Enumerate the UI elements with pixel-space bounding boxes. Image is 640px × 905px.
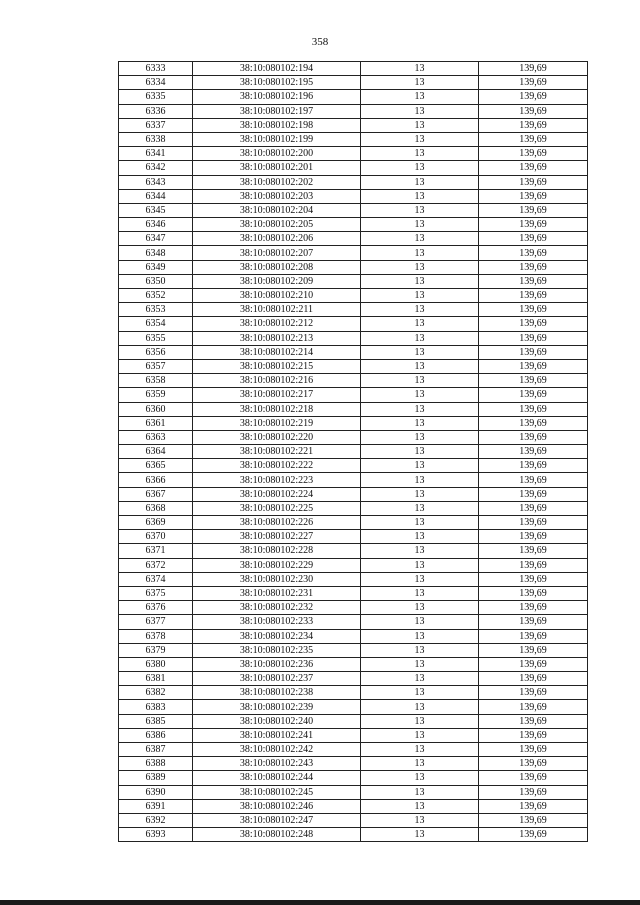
value-cell: 139,69 <box>479 743 588 757</box>
table-row <box>119 374 588 388</box>
table-row <box>119 260 588 274</box>
table-row <box>119 345 588 359</box>
value-cell: 139,69 <box>479 501 588 515</box>
cadastral-number-cell: 38:10:080102:205 <box>193 218 361 232</box>
cadastral-number-cell: 38:10:080102:232 <box>193 601 361 615</box>
quantity-cell: 13 <box>361 785 479 799</box>
value-cell: 139,69 <box>479 615 588 629</box>
row-number-cell: 6352 <box>119 289 193 303</box>
row-number-cell: 6389 <box>119 771 193 785</box>
value-cell: 139,69 <box>479 530 588 544</box>
value-cell: 139,69 <box>479 672 588 686</box>
cadastral-number-cell: 38:10:080102:241 <box>193 728 361 742</box>
value-cell: 139,69 <box>479 516 588 530</box>
quantity-cell: 13 <box>361 359 479 373</box>
row-number-cell: 6355 <box>119 331 193 345</box>
quantity-cell: 13 <box>361 501 479 515</box>
row-number-cell: 6365 <box>119 459 193 473</box>
table-row <box>119 473 588 487</box>
quantity-cell: 13 <box>361 700 479 714</box>
table-row <box>119 771 588 785</box>
table-row <box>119 132 588 146</box>
value-cell: 139,69 <box>479 76 588 90</box>
quantity-cell: 13 <box>361 828 479 842</box>
table-row <box>119 813 588 827</box>
quantity-cell: 13 <box>361 544 479 558</box>
cadastral-number-cell: 38:10:080102:211 <box>193 303 361 317</box>
table-row <box>119 459 588 473</box>
table-row <box>119 303 588 317</box>
row-number-cell: 6386 <box>119 728 193 742</box>
cadastral-number-cell: 38:10:080102:195 <box>193 76 361 90</box>
cadastral-number-cell: 38:10:080102:216 <box>193 374 361 388</box>
row-number-cell: 6344 <box>119 189 193 203</box>
quantity-cell: 13 <box>361 615 479 629</box>
row-number-cell: 6372 <box>119 558 193 572</box>
value-cell: 139,69 <box>479 728 588 742</box>
table-row <box>119 828 588 842</box>
row-number-cell: 6375 <box>119 586 193 600</box>
row-number-cell: 6364 <box>119 445 193 459</box>
quantity-cell: 13 <box>361 218 479 232</box>
value-cell: 139,69 <box>479 544 588 558</box>
table-row <box>119 544 588 558</box>
table-row <box>119 430 588 444</box>
cadastral-number-cell: 38:10:080102:213 <box>193 331 361 345</box>
cadastral-number-cell: 38:10:080102:218 <box>193 402 361 416</box>
quantity-cell: 13 <box>361 104 479 118</box>
quantity-cell: 13 <box>361 487 479 501</box>
value-cell: 139,69 <box>479 289 588 303</box>
row-number-cell: 6350 <box>119 274 193 288</box>
table-row <box>119 331 588 345</box>
row-number-cell: 6334 <box>119 76 193 90</box>
quantity-cell: 13 <box>361 317 479 331</box>
row-number-cell: 6379 <box>119 643 193 657</box>
value-cell: 139,69 <box>479 601 588 615</box>
value-cell: 139,69 <box>479 218 588 232</box>
value-cell: 139,69 <box>479 345 588 359</box>
value-cell: 139,69 <box>479 246 588 260</box>
value-cell: 139,69 <box>479 785 588 799</box>
quantity-cell: 13 <box>361 743 479 757</box>
table-row <box>119 359 588 373</box>
row-number-cell: 6381 <box>119 672 193 686</box>
row-number-cell: 6346 <box>119 218 193 232</box>
value-cell: 139,69 <box>479 459 588 473</box>
table-row <box>119 62 588 76</box>
value-cell: 139,69 <box>479 303 588 317</box>
quantity-cell: 13 <box>361 274 479 288</box>
quantity-cell: 13 <box>361 345 479 359</box>
quantity-cell: 13 <box>361 601 479 615</box>
table-row <box>119 189 588 203</box>
cadastral-number-cell: 38:10:080102:228 <box>193 544 361 558</box>
table-row <box>119 147 588 161</box>
cadastral-number-cell: 38:10:080102:225 <box>193 501 361 515</box>
quantity-cell: 13 <box>361 757 479 771</box>
cadastral-number-cell: 38:10:080102:194 <box>193 62 361 76</box>
row-number-cell: 6341 <box>119 147 193 161</box>
cadastral-number-cell: 38:10:080102:208 <box>193 260 361 274</box>
quantity-cell: 13 <box>361 771 479 785</box>
table-row <box>119 757 588 771</box>
table-row <box>119 615 588 629</box>
quantity-cell: 13 <box>361 62 479 76</box>
quantity-cell: 13 <box>361 728 479 742</box>
row-number-cell: 6353 <box>119 303 193 317</box>
cadastral-number-cell: 38:10:080102:245 <box>193 785 361 799</box>
row-number-cell: 6358 <box>119 374 193 388</box>
value-cell: 139,69 <box>479 771 588 785</box>
value-cell: 139,69 <box>479 572 588 586</box>
row-number-cell: 6376 <box>119 601 193 615</box>
cadastral-number-cell: 38:10:080102:203 <box>193 189 361 203</box>
value-cell: 139,69 <box>479 813 588 827</box>
cadastral-number-cell: 38:10:080102:240 <box>193 714 361 728</box>
cadastral-table <box>118 61 588 842</box>
cadastral-number-cell: 38:10:080102:223 <box>193 473 361 487</box>
quantity-cell: 13 <box>361 232 479 246</box>
row-number-cell: 6347 <box>119 232 193 246</box>
row-number-cell: 6348 <box>119 246 193 260</box>
row-number-cell: 6360 <box>119 402 193 416</box>
row-number-cell: 6368 <box>119 501 193 515</box>
row-number-cell: 6337 <box>119 118 193 132</box>
cadastral-number-cell: 38:10:080102:230 <box>193 572 361 586</box>
row-number-cell: 6371 <box>119 544 193 558</box>
cadastral-number-cell: 38:10:080102:199 <box>193 132 361 146</box>
row-number-cell: 6335 <box>119 90 193 104</box>
cadastral-number-cell: 38:10:080102:238 <box>193 686 361 700</box>
table-row <box>119 487 588 501</box>
value-cell: 139,69 <box>479 374 588 388</box>
cadastral-number-cell: 38:10:080102:214 <box>193 345 361 359</box>
row-number-cell: 6382 <box>119 686 193 700</box>
quantity-cell: 13 <box>361 714 479 728</box>
cadastral-number-cell: 38:10:080102:215 <box>193 359 361 373</box>
table-row <box>119 274 588 288</box>
quantity-cell: 13 <box>361 203 479 217</box>
cadastral-number-cell: 38:10:080102:220 <box>193 430 361 444</box>
quantity-cell: 13 <box>361 402 479 416</box>
cadastral-number-cell: 38:10:080102:247 <box>193 813 361 827</box>
quantity-cell: 13 <box>361 813 479 827</box>
table-row <box>119 76 588 90</box>
table-row <box>119 104 588 118</box>
table-row <box>119 232 588 246</box>
quantity-cell: 13 <box>361 76 479 90</box>
cadastral-number-cell: 38:10:080102:219 <box>193 416 361 430</box>
value-cell: 139,69 <box>479 643 588 657</box>
value-cell: 139,69 <box>479 686 588 700</box>
table-row <box>119 700 588 714</box>
value-cell: 139,69 <box>479 629 588 643</box>
quantity-cell: 13 <box>361 558 479 572</box>
quantity-cell: 13 <box>361 289 479 303</box>
scan-edge-bar <box>0 900 640 905</box>
cadastral-number-cell: 38:10:080102:233 <box>193 615 361 629</box>
value-cell: 139,69 <box>479 445 588 459</box>
table-row <box>119 416 588 430</box>
quantity-cell: 13 <box>361 132 479 146</box>
value-cell: 139,69 <box>479 132 588 146</box>
row-number-cell: 6370 <box>119 530 193 544</box>
row-number-cell: 6354 <box>119 317 193 331</box>
value-cell: 139,69 <box>479 331 588 345</box>
value-cell: 139,69 <box>479 487 588 501</box>
quantity-cell: 13 <box>361 161 479 175</box>
value-cell: 139,69 <box>479 473 588 487</box>
value-cell: 139,69 <box>479 62 588 76</box>
quantity-cell: 13 <box>361 374 479 388</box>
cadastral-number-cell: 38:10:080102:227 <box>193 530 361 544</box>
cadastral-number-cell: 38:10:080102:204 <box>193 203 361 217</box>
row-number-cell: 6391 <box>119 799 193 813</box>
value-cell: 139,69 <box>479 430 588 444</box>
row-number-cell: 6393 <box>119 828 193 842</box>
row-number-cell: 6342 <box>119 161 193 175</box>
quantity-cell: 13 <box>361 643 479 657</box>
cadastral-number-cell: 38:10:080102:197 <box>193 104 361 118</box>
table-row <box>119 516 588 530</box>
value-cell: 139,69 <box>479 260 588 274</box>
cadastral-number-cell: 38:10:080102:212 <box>193 317 361 331</box>
row-number-cell: 6363 <box>119 430 193 444</box>
value-cell: 139,69 <box>479 175 588 189</box>
value-cell: 139,69 <box>479 757 588 771</box>
table-row <box>119 90 588 104</box>
value-cell: 139,69 <box>479 317 588 331</box>
table-row <box>119 672 588 686</box>
quantity-cell: 13 <box>361 672 479 686</box>
row-number-cell: 6387 <box>119 743 193 757</box>
table-row <box>119 402 588 416</box>
quantity-cell: 13 <box>361 629 479 643</box>
cadastral-number-cell: 38:10:080102:198 <box>193 118 361 132</box>
cadastral-number-cell: 38:10:080102:231 <box>193 586 361 600</box>
row-number-cell: 6378 <box>119 629 193 643</box>
cadastral-number-cell: 38:10:080102:236 <box>193 657 361 671</box>
quantity-cell: 13 <box>361 686 479 700</box>
table-row <box>119 118 588 132</box>
quantity-cell: 13 <box>361 445 479 459</box>
table-row <box>119 785 588 799</box>
row-number-cell: 6369 <box>119 516 193 530</box>
row-number-cell: 6380 <box>119 657 193 671</box>
cadastral-number-cell: 38:10:080102:246 <box>193 799 361 813</box>
cadastral-number-cell: 38:10:080102:235 <box>193 643 361 657</box>
cadastral-number-cell: 38:10:080102:234 <box>193 629 361 643</box>
table-row <box>119 657 588 671</box>
value-cell: 139,69 <box>479 90 588 104</box>
table-row <box>119 530 588 544</box>
table-row <box>119 743 588 757</box>
quantity-cell: 13 <box>361 246 479 260</box>
cadastral-number-cell: 38:10:080102:239 <box>193 700 361 714</box>
row-number-cell: 6349 <box>119 260 193 274</box>
cadastral-number-cell: 38:10:080102:224 <box>193 487 361 501</box>
cadastral-number-cell: 38:10:080102:229 <box>193 558 361 572</box>
quantity-cell: 13 <box>361 586 479 600</box>
cadastral-number-cell: 38:10:080102:221 <box>193 445 361 459</box>
table-row <box>119 643 588 657</box>
row-number-cell: 6392 <box>119 813 193 827</box>
row-number-cell: 6390 <box>119 785 193 799</box>
table-row <box>119 246 588 260</box>
table-row <box>119 714 588 728</box>
table-row <box>119 203 588 217</box>
quantity-cell: 13 <box>361 331 479 345</box>
value-cell: 139,69 <box>479 388 588 402</box>
cadastral-number-cell: 38:10:080102:226 <box>193 516 361 530</box>
value-cell: 139,69 <box>479 828 588 842</box>
value-cell: 139,69 <box>479 586 588 600</box>
row-number-cell: 6356 <box>119 345 193 359</box>
value-cell: 139,69 <box>479 799 588 813</box>
table-row <box>119 445 588 459</box>
cadastral-number-cell: 38:10:080102:209 <box>193 274 361 288</box>
row-number-cell: 6336 <box>119 104 193 118</box>
cadastral-number-cell: 38:10:080102:242 <box>193 743 361 757</box>
table-row <box>119 289 588 303</box>
cadastral-number-cell: 38:10:080102:222 <box>193 459 361 473</box>
table-row <box>119 317 588 331</box>
value-cell: 139,69 <box>479 416 588 430</box>
cadastral-number-cell: 38:10:080102:244 <box>193 771 361 785</box>
value-cell: 139,69 <box>479 402 588 416</box>
table-row <box>119 161 588 175</box>
table-row <box>119 572 588 586</box>
value-cell: 139,69 <box>479 189 588 203</box>
quantity-cell: 13 <box>361 657 479 671</box>
table-row <box>119 601 588 615</box>
value-cell: 139,69 <box>479 203 588 217</box>
row-number-cell: 6359 <box>119 388 193 402</box>
table-row <box>119 558 588 572</box>
quantity-cell: 13 <box>361 189 479 203</box>
row-number-cell: 6366 <box>119 473 193 487</box>
quantity-cell: 13 <box>361 799 479 813</box>
value-cell: 139,69 <box>479 274 588 288</box>
row-number-cell: 6361 <box>119 416 193 430</box>
table-row <box>119 388 588 402</box>
cadastral-number-cell: 38:10:080102:248 <box>193 828 361 842</box>
row-number-cell: 6383 <box>119 700 193 714</box>
quantity-cell: 13 <box>361 530 479 544</box>
quantity-cell: 13 <box>361 416 479 430</box>
row-number-cell: 6345 <box>119 203 193 217</box>
row-number-cell: 6367 <box>119 487 193 501</box>
cadastral-number-cell: 38:10:080102:202 <box>193 175 361 189</box>
table-row <box>119 728 588 742</box>
value-cell: 139,69 <box>479 161 588 175</box>
page-number: 358 <box>311 36 329 48</box>
table-row <box>119 686 588 700</box>
row-number-cell: 6388 <box>119 757 193 771</box>
value-cell: 139,69 <box>479 147 588 161</box>
row-number-cell: 6338 <box>119 132 193 146</box>
value-cell: 139,69 <box>479 558 588 572</box>
quantity-cell: 13 <box>361 90 479 104</box>
table-row <box>119 586 588 600</box>
quantity-cell: 13 <box>361 260 479 274</box>
value-cell: 139,69 <box>479 657 588 671</box>
value-cell: 139,69 <box>479 104 588 118</box>
row-number-cell: 6374 <box>119 572 193 586</box>
cadastral-number-cell: 38:10:080102:196 <box>193 90 361 104</box>
cadastral-number-cell: 38:10:080102:206 <box>193 232 361 246</box>
cadastral-number-cell: 38:10:080102:243 <box>193 757 361 771</box>
value-cell: 139,69 <box>479 118 588 132</box>
row-number-cell: 6343 <box>119 175 193 189</box>
quantity-cell: 13 <box>361 147 479 161</box>
quantity-cell: 13 <box>361 118 479 132</box>
row-number-cell: 6357 <box>119 359 193 373</box>
cadastral-number-cell: 38:10:080102:217 <box>193 388 361 402</box>
table-body <box>119 62 588 842</box>
value-cell: 139,69 <box>479 714 588 728</box>
row-number-cell: 6377 <box>119 615 193 629</box>
row-number-cell: 6385 <box>119 714 193 728</box>
cadastral-number-cell: 38:10:080102:210 <box>193 289 361 303</box>
value-cell: 139,69 <box>479 359 588 373</box>
table-row <box>119 218 588 232</box>
quantity-cell: 13 <box>361 473 479 487</box>
quantity-cell: 13 <box>361 516 479 530</box>
table-row <box>119 175 588 189</box>
row-number-cell: 6333 <box>119 62 193 76</box>
table-row <box>119 629 588 643</box>
quantity-cell: 13 <box>361 303 479 317</box>
value-cell: 139,69 <box>479 700 588 714</box>
table-row <box>119 501 588 515</box>
value-cell: 139,69 <box>479 232 588 246</box>
cadastral-number-cell: 38:10:080102:237 <box>193 672 361 686</box>
cadastral-number-cell: 38:10:080102:201 <box>193 161 361 175</box>
cadastral-number-cell: 38:10:080102:200 <box>193 147 361 161</box>
table-row <box>119 799 588 813</box>
quantity-cell: 13 <box>361 430 479 444</box>
quantity-cell: 13 <box>361 175 479 189</box>
quantity-cell: 13 <box>361 459 479 473</box>
quantity-cell: 13 <box>361 388 479 402</box>
cadastral-number-cell: 38:10:080102:207 <box>193 246 361 260</box>
quantity-cell: 13 <box>361 572 479 586</box>
